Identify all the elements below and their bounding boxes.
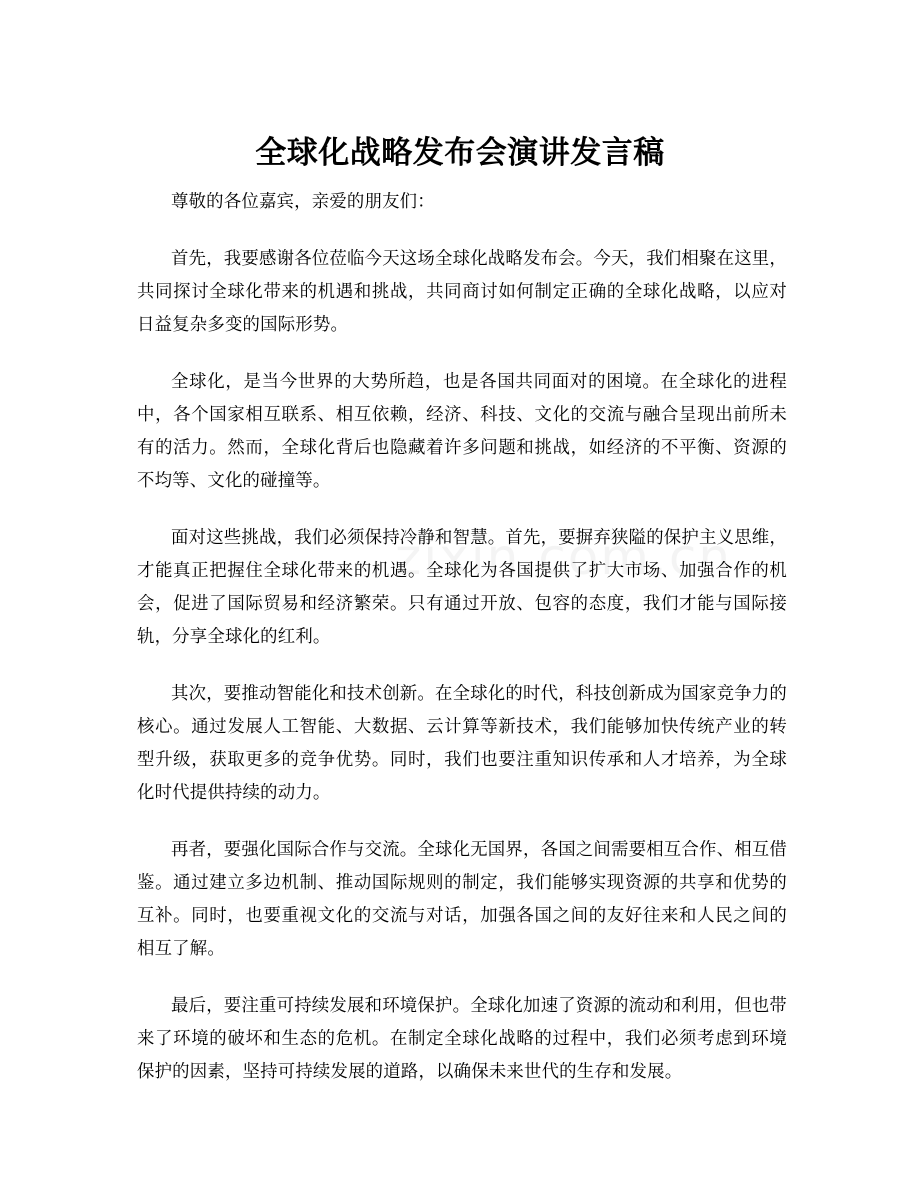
paragraph: 最后，要注重可持续发展和环境保护。全球化加速了资源的流动和利用，但也带来了环境的破坏和生态的危机。在制定全球化战略的过程中，我们必须考虑到环境保护的因素，坚持可持续发展的道路，以确保未来世代的生存和发展。 — [137, 996, 787, 1082]
document-body — [137, 186, 787, 1113]
paragraph: 首先，我要感谢各位莅临今天这场全球化战略发布会。今天，我们相聚在这里，共同探讨全球化带来的机遇和挑战，共同商讨如何制定正确的全球化战略，以应对日益复杂多变的国际形势。 — [137, 249, 787, 335]
paragraph: 全球化，是当今世界的大势所趋，也是各国共同面对的困境。在全球化的进程中，各个国家相互联系、相互依赖，经济、科技、文化的交流与融合呈现出前所未有的活力。然而，全球化背后也隐藏着许多问题和挑战，如经济的不平衡、资源的不均等、文化的碰撞等。 — [137, 372, 787, 491]
document-title: 全球化战略发布会演讲发言稿 — [255, 134, 665, 171]
paragraph: 面对这些挑战，我们必须保持冷静和智慧。首先，要摒弃狭隘的保护主义思维，才能真正把握住全球化带来的机遇。全球化为各国提供了扩大市场、加强合作的机会，促进了国际贸易和经济繁荣。只有通过开放、包容的态度，我们才能与国际接轨，分享全球化的红利。 — [137, 528, 787, 647]
paragraph: 其次，要推动智能化和技术创新。在全球化的时代，科技创新成为国家竞争力的核心。通过发展人工智能、大数据、云计算等新技术，我们能够加快传统产业的转型升级，获取更多的竞争优势。同时，我们也要注重知识传承和人才培养，为全球化时代提供持续的动力。 — [137, 684, 787, 803]
paragraph: 再者，要强化国际合作与交流。全球化无国界，各国之间需要相互合作、相互借鉴。通过建立多边机制、推动国际规则的制定，我们能够实现资源的共享和优势的互补。同时，也要重视文化的交流与对话，加强各国之间的友好往来和人民之间的相互了解。 — [137, 840, 787, 959]
salutation: 尊敬的各位嘉宾，亲爱的朋友们： — [171, 192, 435, 212]
